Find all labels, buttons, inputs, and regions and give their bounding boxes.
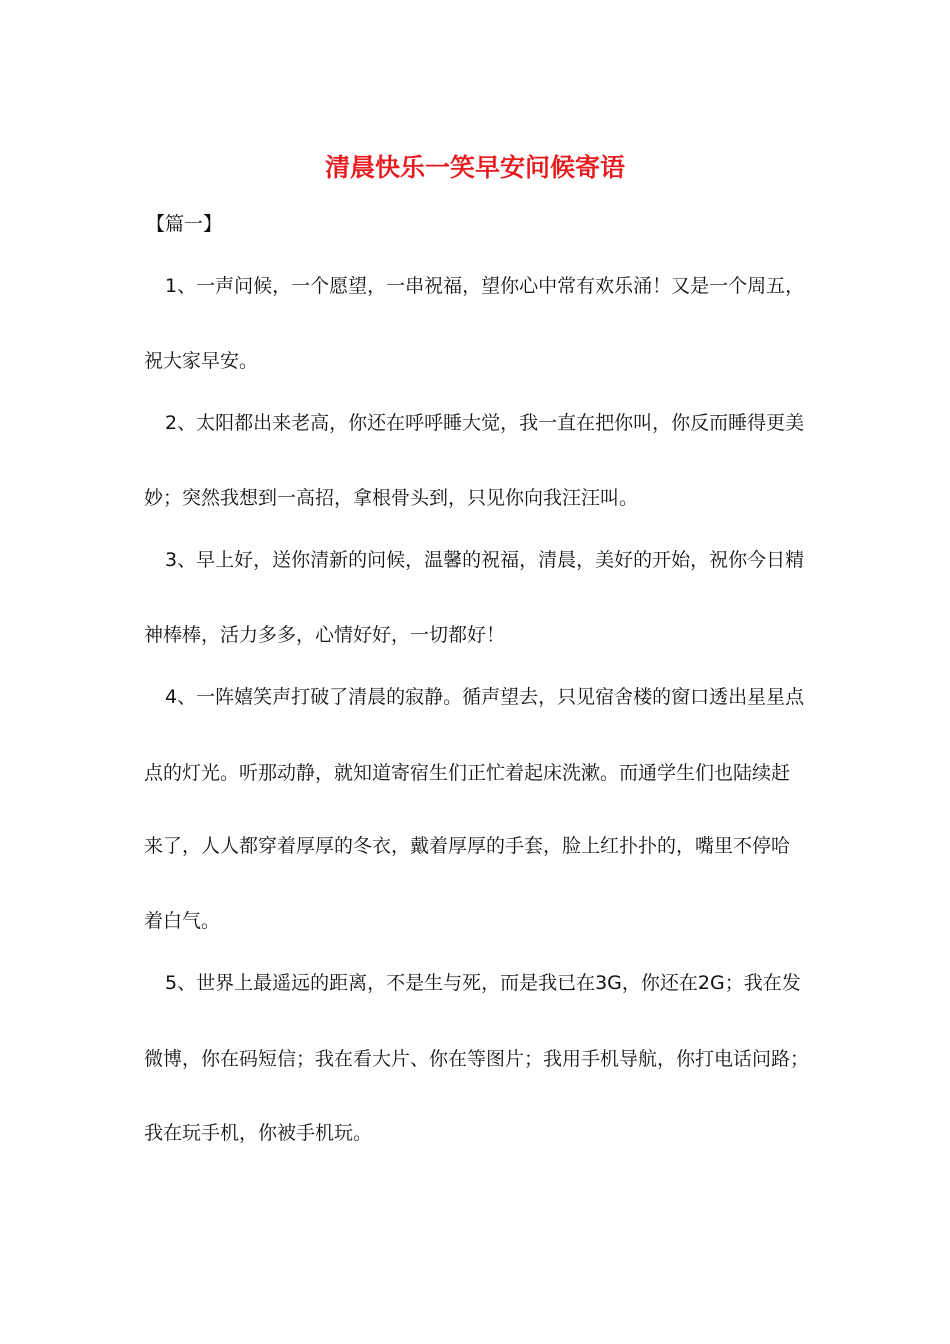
paragraph-5-line-3: 我在玩手机，你被手机玩。 [144, 1122, 373, 1144]
paragraph-5-line-2: 微博，你在码短信；我在看大片、你在等图片；我用手机导航，你打电话问路； [144, 1048, 810, 1070]
paragraph-4-line-3: 来了，人人都穿着厚厚的冬衣，戴着厚厚的手套，脸上红扑扑的，嘴里不停哈 [144, 835, 791, 857]
paragraph-4-line-4: 着白气。 [144, 910, 221, 932]
paragraph-1-line-1: 1、一声问候，一个愿望，一串祝福，望你心中常有欢乐涌！又是一个周五， [165, 275, 805, 297]
paragraph-3-line-1: 3、早上好，送你清新的问候，温馨的祝福，清晨，美好的开始，祝你今日精 [165, 549, 805, 571]
paragraph-2-line-2: 妙；突然我想到一高招，拿根骨头到，只见你向我汪汪叫。 [144, 487, 639, 509]
paragraph-5-line-1: 5、世界上最遥远的距离，不是生与死，而是我已在3G，你还在2G；我在发 [165, 972, 801, 994]
paragraph-4-line-2: 点的灯光。听那动静，就知道寄宿生们正忙着起床洗漱。而通学生们也陆续赶 [144, 762, 791, 784]
paragraph-2-line-1: 2、太阳都出来老高，你还在呼呼睡大觉，我一直在把你叫，你反而睡得更美 [165, 412, 805, 434]
paragraph-1-line-2: 祝大家早安。 [144, 350, 259, 372]
section-label: 【篇一】 [146, 213, 223, 235]
paragraph-3-line-2: 神棒棒，活力多多，心情好好，一切都好！ [144, 624, 506, 646]
paragraph-4-line-1: 4、一阵嬉笑声打破了清晨的寂静。循声望去，只见宿舍楼的窗口透出星星点 [165, 686, 805, 708]
document-title: 清晨快乐一笑早安问候寄语 [324, 153, 625, 182]
